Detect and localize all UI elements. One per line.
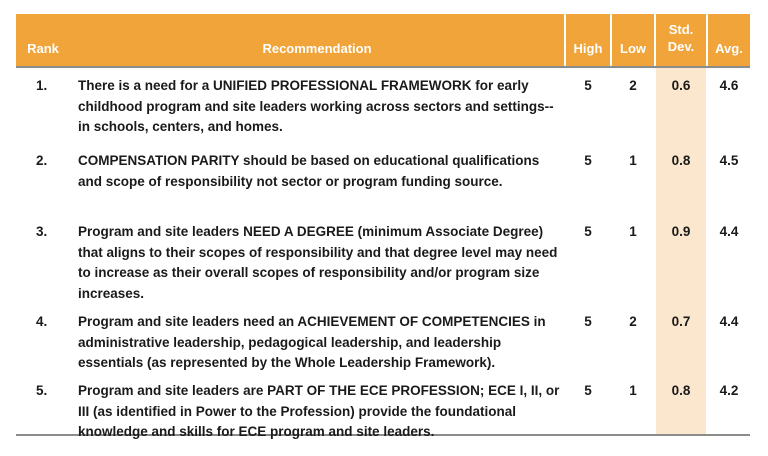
row-std-dev: 0.7 [671,314,691,329]
header-std-dev [656,21,706,55]
header-rank: Rank [27,41,59,56]
recommendations-table [16,14,750,439]
row-std-dev: 0.6 [671,78,691,93]
row-avg: 4.5 [719,153,739,168]
header-low: Low [620,41,646,56]
row-rank: 1. [36,78,48,93]
row-recommendation: Program and site leaders are PART OF THE ECE PROFESSION; ECE I, II, or III (as identified in Power to the Profession) provide the foundational knowledge and skills for ECE program and site leaders. [78,383,560,439]
header-recommendation: Recommendation [262,41,372,56]
header-avg: Avg. [715,41,743,56]
header-high: High [573,41,603,56]
std-dev-column-highlight [656,68,706,434]
row-recommendation: COMPENSATION PARITY should be based on educational qualifications and scope of responsibility not sector or program funding source. [78,153,540,189]
row-recommendation: Program and site leaders need an ACHIEVEMENT OF COMPETENCIES in administrative leadership, pedagogical leadership, and leadership essentials (as represented by the Whole Leadership Framework). [78,314,546,370]
header-divider [610,14,612,66]
row-high: 5 [584,224,592,239]
row-low: 1 [629,383,637,398]
row-high: 5 [584,383,592,398]
row-high: 5 [584,153,592,168]
row-low: 2 [629,78,637,93]
row-std-dev: 0.8 [671,153,691,168]
row-rank: 2. [36,153,48,168]
row-avg: 4.4 [719,314,739,329]
row-avg: 4.6 [719,78,739,93]
row-rank: 3. [36,224,48,239]
row-recommendation: There is a need for a UNIFIED PROFESSIONAL FRAMEWORK for early childhood program and site leaders working across sectors and settings--in schools, centers, and homes. [78,78,554,134]
header-rule [16,66,750,68]
row-low: 1 [629,153,637,168]
row-std-dev: 0.9 [671,224,691,239]
header-std-line1: Std. [668,22,694,37]
row-high: 5 [584,78,592,93]
row-low: 1 [629,224,637,239]
row-avg: 4.4 [719,224,739,239]
header-divider [564,14,566,66]
header-divider [654,14,656,66]
row-std-dev: 0.8 [671,383,691,398]
row-rank: 4. [36,314,48,329]
row-avg: 4.2 [719,383,739,398]
header-divider [706,14,708,66]
row-recommendation: Program and site leaders NEED A DEGREE (minimum Associate Degree) that aligns to their scopes of responsibility and that degree level may need to increase as their overall scopes of responsibility and/or program size increases. [78,224,558,301]
table-body [16,66,750,439]
row-low: 2 [629,314,637,329]
row-high: 5 [584,314,592,329]
table-header [16,14,750,66]
header-std-line2: Dev. [667,39,695,54]
row-rank: 5. [36,383,48,398]
